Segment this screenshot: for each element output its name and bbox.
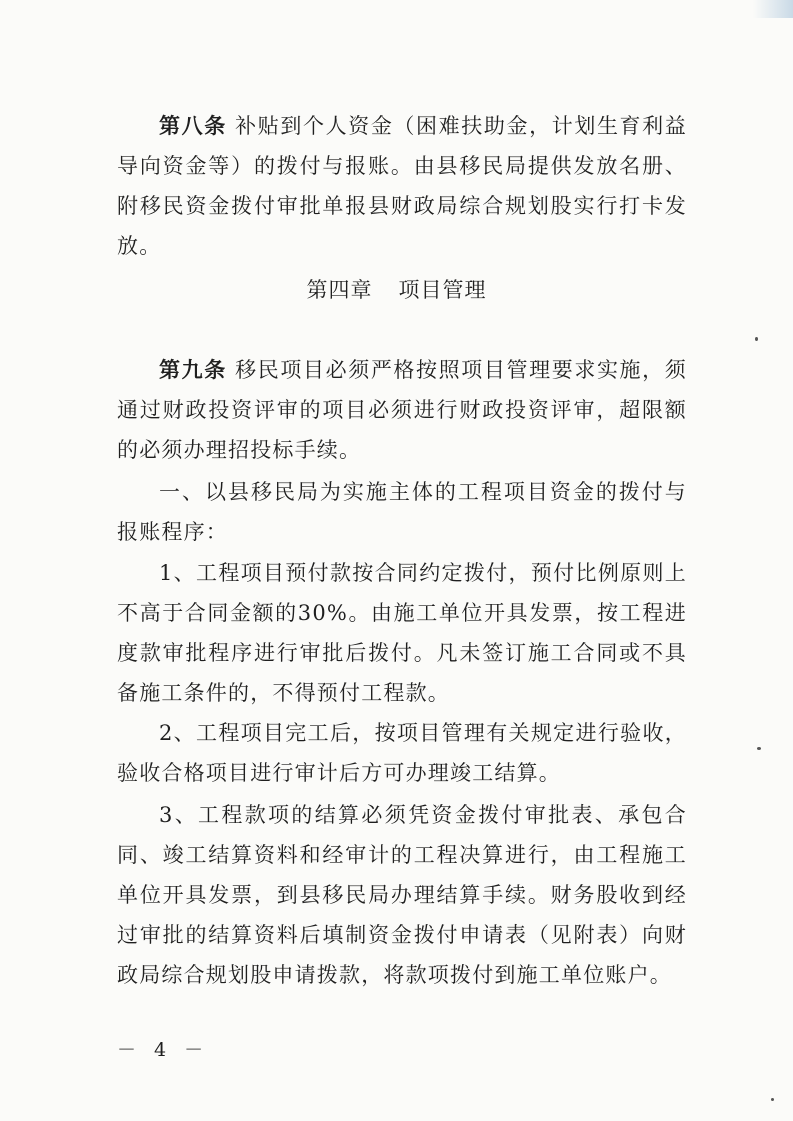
article-9-text: 移民项目必须严格按照项目管理要求实施，须通过财政投资评审的项目必须进行财政投资评审，超限额的必须办理招投标手续。 xyxy=(117,358,687,462)
chapter-number: 第四章 xyxy=(306,278,373,302)
page-number: － 4 － xyxy=(117,1039,210,1061)
item-2-paragraph: 2、工程项目完工后，按项目管理有关规定进行验收，验收合格项目进行审计后方可办理竣工结算。 xyxy=(117,721,687,785)
item-1-paragraph: 1、工程项目预付款按合同约定拨付，预付比例原则上不高于合同金额的30%。由施工单位开具发票，按工程进度款审批程序进行审批后拨付。凡未签订施工合同或不具备施工条件的，不得预付工程款。 xyxy=(117,561,687,705)
chapter-title: 项目管理 xyxy=(398,278,487,302)
scan-speck xyxy=(757,747,761,750)
article-9-paragraph xyxy=(117,350,687,470)
article-8-text: 补贴到个人资金（困难扶助金，计划生育利益导向资金等）的拨付与报账。由县移民局提供发放名册、附移民资金拨付审批单报县财政局综合规划股实行打卡发放。 xyxy=(117,114,687,258)
item-3-paragraph: 3、工程款项的结算必须凭资金拨付审批表、承包合同、竣工结算资料和经审计的工程决算进行，由工程施工单位开具发票，到县移民局办理结算手续。财务股收到经过审批的结算资料后填制资金拨付申请表（见附表）向财政局综合规划股申请拨款，将款项拨付到施工单位账户。 xyxy=(117,803,687,987)
chapter-heading xyxy=(0,270,793,310)
scan-edge-artifact xyxy=(753,0,793,18)
article-9-label: 第九条 xyxy=(159,357,227,382)
scan-speck xyxy=(755,337,758,341)
section-1-paragraph: 一、以县移民局为实施主体的工程项目资金的拨付与报账程序： xyxy=(117,480,687,544)
scan-speck xyxy=(771,1098,774,1101)
article-8-paragraph xyxy=(117,106,687,266)
article-8-label: 第八条 xyxy=(159,113,227,138)
